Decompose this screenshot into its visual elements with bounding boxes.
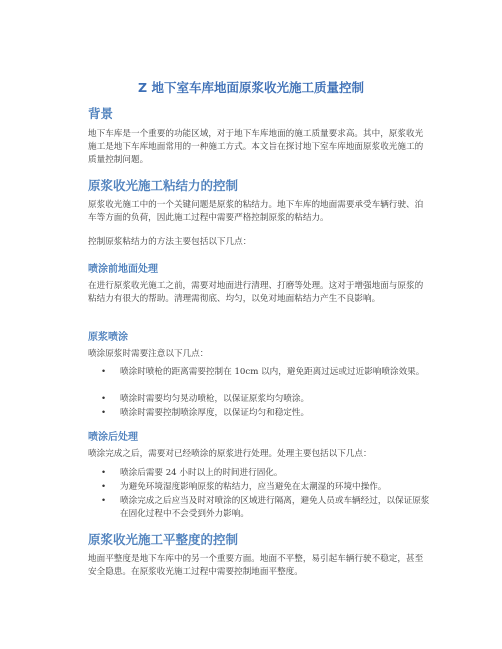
bullet-icon: • xyxy=(101,468,107,478)
heading-post-treatment: 喷涂后处理 xyxy=(88,432,138,443)
paragraph-post-treatment: 喷涂完成之后，需要对已经喷涂的原浆进行处理。处理主要包括以下几点： xyxy=(88,449,372,459)
document-title: Z 地下室车库地面原浆收光施工质量控制 xyxy=(138,80,364,95)
heading-background: 背景 xyxy=(88,106,114,121)
list-item-text: 喷涂时需要控制喷涂厚度，以保证均匀和稳定性。 xyxy=(120,408,310,418)
list-item xyxy=(101,467,430,480)
list-item-text: 喷涂完成之后应当及时对喷涂的区域进行隔离，避免人员或车辆经过，以保证原浆在固化过程中不会受到外力影响。 xyxy=(120,496,430,519)
bullet-icon: • xyxy=(101,408,107,418)
list-item xyxy=(101,366,430,379)
paragraph-adhesion-intro: 原浆收光施工中的一个关键问题是原浆的粘结力。地下车库的地面需要承受车辆行驶、泊车等方面的负荷，因此施工过程中需要严格控制原浆的粘结力。 xyxy=(88,200,424,223)
paragraph-spraying: 喷涂原浆时需要注意以下几点： xyxy=(88,349,209,359)
heading-adhesion-control: 原浆收光施工粘结力的控制 xyxy=(88,178,239,193)
list-item xyxy=(101,393,430,406)
list-item xyxy=(101,481,430,494)
bullet-icon: • xyxy=(101,482,107,492)
paragraph-adhesion-methods: 控制原浆粘结力的方法主要包括以下几点： xyxy=(88,237,252,247)
paragraph-flatness: 地面平整度是地下车库中的另一个重要方面。地面不平整，易引起车辆行驶不稳定，甚至安全隐患。在原浆收光施工过程中需要控制地面平整度。 xyxy=(88,554,424,577)
heading-pre-treatment: 喷涂前地面处理 xyxy=(88,264,158,275)
list-item-text: 为避免环境湿度影响原浆的粘结力，应当避免在太潮湿的环境中操作。 xyxy=(120,482,387,492)
heading-spraying: 原浆喷涂 xyxy=(88,332,128,343)
list-item-text: 喷涂时喷枪的距离需要控制在 10cm 以内，避免距离过远或过近影响喷涂效果。 xyxy=(120,367,425,377)
bullet-icon: • xyxy=(101,496,107,506)
paragraph-background xyxy=(88,128,428,167)
list-item-text: 喷涂后需要 24 小时以上的时间进行固化。 xyxy=(120,468,283,478)
bullet-icon: • xyxy=(101,367,107,377)
list-item-text: 喷涂时需要均匀晃动喷枪，以保证原浆均匀喷涂。 xyxy=(120,394,310,404)
paragraph-pre-treatment: 在进行原浆收光施工之前，需要对地面进行清理、打磨等处理。这对于增强地面与原浆的粘结力有很大的帮助。清理需彻底、均匀，以免对地面粘结力产生不良影响。 xyxy=(88,281,424,304)
list-item xyxy=(101,407,430,420)
bullet-icon: • xyxy=(101,394,107,404)
paragraph-background-text: 地下车库是一个重要的功能区域，对于地下车库地面的施工质量要求高。其中，原浆收光施工是地下车库地面常用的一种施工方式。本文旨在探讨地下室车库地面原浆收光施工的质量控制问题。 xyxy=(88,129,424,165)
list-item xyxy=(101,495,430,521)
heading-flatness-control: 原浆收光施工平整度的控制 xyxy=(88,532,239,547)
